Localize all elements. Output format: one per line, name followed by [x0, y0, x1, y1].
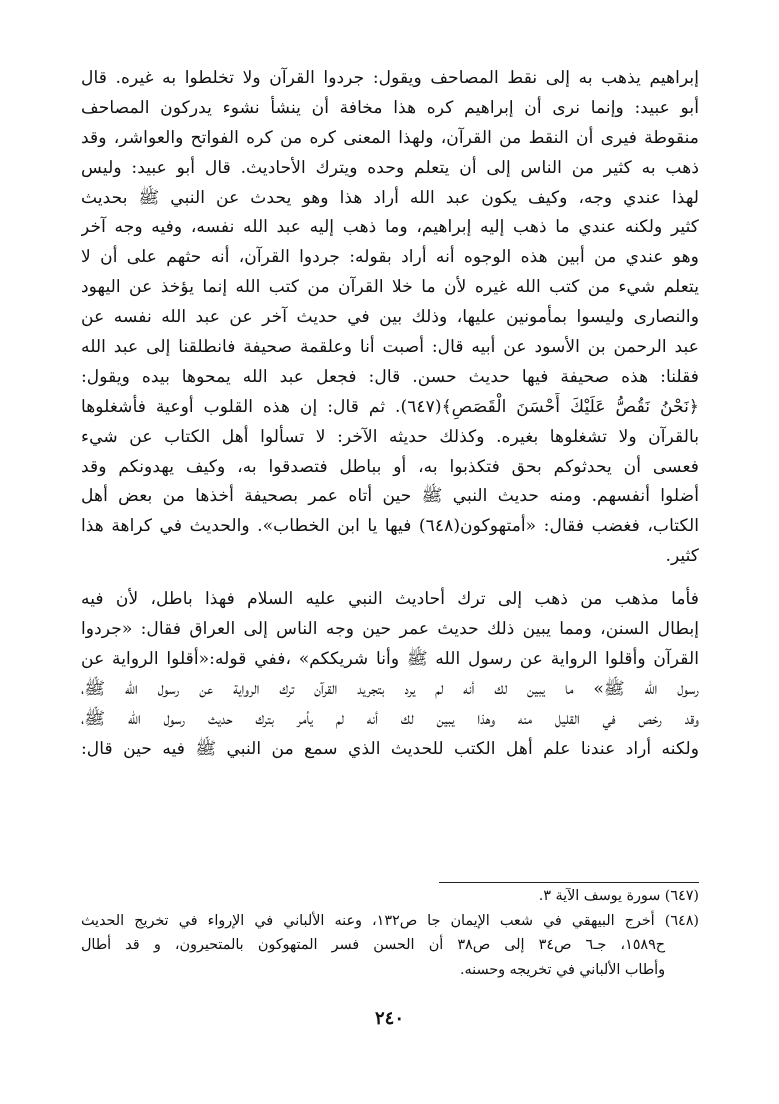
text-line: عبد الرحمن بن الأسود عن أبيه قال: أصبت أنا وعلقمة صحيفة فانطلقنا إلى عبد الله — [81, 337, 699, 358]
page-number: ٢٤٠ — [374, 1008, 404, 1029]
footnote-648-line: وأطاب الألباني في تخريجه وحسنه. — [459, 961, 665, 978]
footnote-648-line: (٦٤٨) أخرج البيهقي في شعب الإيمان جا ص١٣٢، وعنه الألباني في الإرواء في تخريج الحديث — [81, 912, 699, 929]
footnotes — [81, 884, 699, 982]
text-line: كثير. — [665, 546, 699, 567]
text-line: منقوطة فيرى أن النقط من القرآن، ولهذا المعنى كره من كره الفواتح والعواشر، وقد — [81, 127, 699, 148]
text-line: إبطال السنن، ومما يبين ذلك حديث عمر حين وجه الناس إلى العراق فقال: «جردوا — [81, 619, 699, 640]
text-line: القرآن وأقلوا الرواية عن رسول الله ﷺ وأنا شريككم» ،ففي قوله:«أقلوا الرواية عن — [81, 648, 699, 669]
text-line: فقلنا: هذه صحيفة فيها حديث حسن. قال: فجعل عبد الله يمحوها بيده ويقول: — [81, 366, 699, 387]
text-line: فأما مذهب من ذهب إلى ترك أحاديث النبي عليه السلام فهذا باطل، لأن فيه — [81, 589, 699, 610]
text-line: ولكنه أراد عندنا علم أهل الكتب للحديث الذي سمع من النبي ﷺ فيه حين قال: — [81, 738, 699, 759]
text-line: لهذا عندي وجه، وكيف يكون عبد الله أراد هذا وهو يحدث عن النبي ﷺ بحديث — [81, 187, 699, 208]
text-line: وهو عندي من أبين هذه الوجوه أنه أراد بقوله: جردوا القرآن، أنه حثهم على أن لا — [81, 247, 699, 268]
text-line: ذهب به كثير من الناس إلى أن يتعلم وحده ويترك الأحاديث. قال أبو عبيد: وليس — [81, 157, 699, 178]
footnote-divider — [439, 882, 699, 883]
footnote-648-line: ح١٥٨٩، جـ٦ ص٣٤ إلى ص٣٨ أن الحسن فسر المتهوكون بالمتحيرون، و قد أطال — [81, 937, 665, 953]
text-line: أضلوا أنفسهم. ومنه حديث النبي ﷺ حين أتاه عمر بصحيفة أخذها من بعض أهل — [81, 486, 699, 507]
text-line: رسول الله ﷺ» ما يبين لك أنه لم يرد بتجريد القرآن ترك الرواية عن رسول الله ﷺ، — [81, 678, 699, 699]
text-line: كثير ولكنه عندي ما ذهب إليه إبراهيم، وما ذهب إليه عبد الله نفسه، وفيه وجه آخر — [81, 217, 699, 238]
paragraph-gap — [81, 572, 699, 585]
main-text — [81, 64, 699, 764]
text-line: إبراهيم يذهب به إلى نقط المصاحف ويقول: جردوا القرآن ولا تخلطوا به غيره. قال — [81, 68, 699, 88]
text-line: يتعلم شيء من كتب الله غيره لأن ما خلا القرآن من كتب الله إنما يؤخذ عن اليهود — [81, 277, 699, 298]
quran-verse-line: ﴿نَحْنُ نَقُصُّ عَلَيْكَ أَحْسَنَ الْقَصَصِ﴾(٦٤٧). ثم قال: إن هذه القلوب أوعية فأشغلوها — [81, 396, 699, 417]
text-line: أبو عبيد: وإنما نرى أن إبراهيم كره هذا مخافة أن ينشأ نشوء يدركون المصاحف — [81, 97, 699, 118]
paragraph-2 — [81, 585, 699, 764]
text-line: وقد رخص في القليل منه وهذا يبين لك أنه لم يأمر بترك حديث رسول الله ﷺ، — [81, 708, 699, 729]
text-line: فعسى أن يحدثوكم بحق فتكذبوا به، أو بباطل فتصدقوا به، وكيف يهدونكم وقد — [81, 456, 699, 477]
text-line: الكتاب، فغضب فقال: «أمتهوكون(٦٤٨) فيها يا ابن الخطاب». والحديث في كراهة هذا — [81, 516, 699, 537]
text-line: بالقرآن ولا تشغلوها بغيره. وكذلك حديثه الآخر: لا تسألوا أهل الكتاب عن شيء — [81, 426, 699, 447]
paragraph-1 — [81, 64, 699, 572]
footnote-647: (٦٤٧) سورة يوسف الآية ٣. — [538, 888, 699, 904]
text-line: والنصارى وليسوا بمأمونين عليها، وذلك بين في حديث آخر عن عبد الله نفسه عن — [81, 307, 699, 328]
